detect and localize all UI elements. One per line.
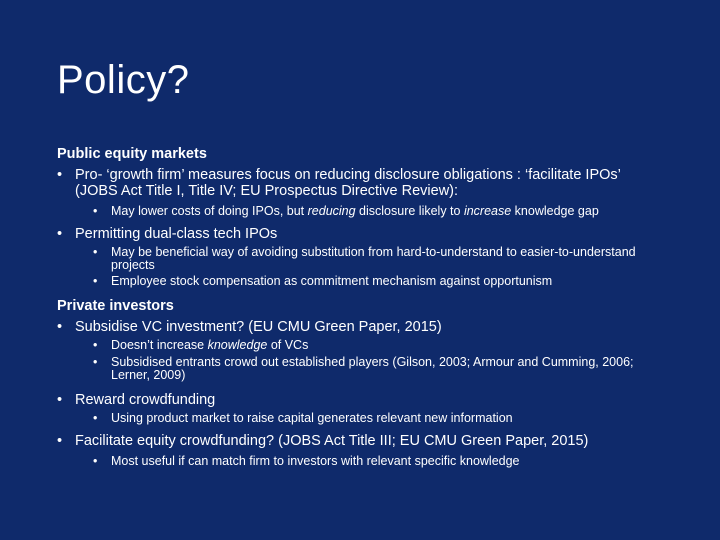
sub-bullet-vc-knowledge: [57, 339, 667, 352]
sub-bullet-text: May lower costs of doing IPOs, but: [111, 204, 308, 218]
slide-title: Policy?: [57, 58, 190, 102]
bullet-subsidise-vc: • Subsidise VC investment? (EU CMU Green Paper, 2015): [57, 319, 667, 335]
section-heading-public-equity: Public equity markets: [57, 146, 207, 162]
slide-body: [57, 144, 667, 468]
sub-bullet-product-market: • Using product market to raise capital generates relevant new information: [57, 412, 667, 425]
bullet-equity-crowdfunding: • Facilitate equity crowdfunding? (JOBS Act Title III; EU CMU Green Paper, 2015): [57, 433, 667, 449]
bullet-growth-firm-measures: • Pro- ‘growth firm’ measures focus on reducing disclosure obligations : ‘facilitate IPOs’ (JOBS Act Title I, Title IV; EU Prospectus Directive Review):: [57, 167, 667, 199]
section-heading-private-investors: Private investors: [57, 298, 174, 314]
bullet-dual-class-ipos: • Permitting dual-class tech IPOs: [57, 226, 667, 242]
bullet-reward-crowdfunding: • Reward crowdfunding: [57, 392, 667, 408]
sub-bullet-text: disclosure likely to: [355, 204, 464, 218]
sub-bullet-text: of VCs: [267, 338, 309, 352]
sub-bullet-text: Doesn’t increase: [111, 338, 208, 352]
sub-bullet-ipo-costs: [57, 205, 667, 218]
sub-bullet-match-investors: • Most useful if can match firm to investors with relevant specific knowledge: [57, 455, 667, 468]
sub-bullet-text: knowledge gap: [511, 204, 599, 218]
sub-bullet-subsidised-entrants: • Subsidised entrants crowd out established players (Gilson, 2003; Armour and Cumming, 2006; Lerner, 2009): [57, 356, 667, 382]
emphasis-text: increase: [463, 204, 512, 218]
emphasis-text: reducing: [307, 204, 356, 218]
sub-bullet-substitution: • May be beneficial way of avoiding substitution from hard-to-understand to easier-to-understand projects: [57, 246, 667, 272]
sub-bullet-employee-stock: • Employee stock compensation as commitment mechanism against opportunism: [57, 275, 667, 288]
emphasis-text: knowledge: [207, 338, 268, 352]
